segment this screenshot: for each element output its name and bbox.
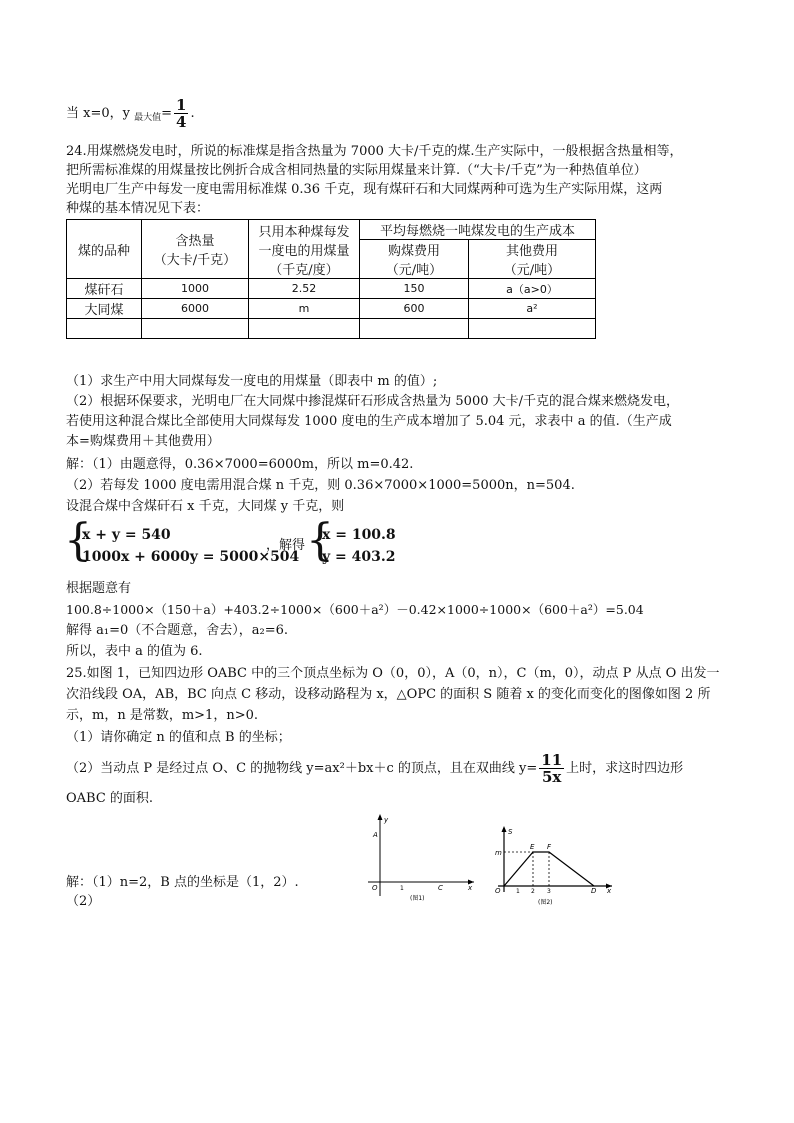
q24-sub-2a: （2）根据环保要求，光明电厂在大同煤中掺混煤矸石形成含热量为 5000 大卡/千克的混合煤来燃烧发电， — [66, 394, 680, 409]
q24-sub-1: （1）求生产中用大同煤每发一度电的用煤量（即表中 m 的值）; — [66, 374, 438, 389]
q25-sub-1: （1）请你确定 n 的值和点 B 的坐标； — [66, 730, 291, 745]
q25-para-3: 示，m，n 是常数，m>1，n>0. — [66, 708, 258, 723]
q24-ans-4: 根据题意有 — [66, 581, 132, 596]
q25-sub-2b: OABC 的面积. — [66, 791, 154, 806]
figure-1 — [360, 810, 480, 906]
label-a: A — [373, 831, 378, 839]
label-x: x — [607, 887, 612, 895]
q25-para-1: 25.如图 1，已知四边形 OABC 中的三个顶点坐标为 O（0，0），A（0，n），C（m，0），动点 P 从点 O 出发一 — [66, 666, 720, 681]
tick-2: 2 — [531, 888, 535, 895]
q24-para-1: 24.用煤燃烧发电时，所说的标准煤是指含热量为 7000 大卡/千克的煤.生产实际中，一般根据含热量相等， — [66, 144, 683, 159]
th-other: 其他费用 （元/吨） — [469, 240, 596, 279]
q25-ans-1: 解：（1）n=2，B 点的坐标是（1，2）. — [66, 875, 299, 890]
figure-2 — [488, 822, 618, 908]
table-row: 煤矸石 1000 2.52 150 a（a>0） — [67, 279, 596, 299]
label-d: D — [591, 887, 597, 895]
q24-para-2: 把所需标准煤的用煤量按比例折合成含相同热量的实际用煤量来计算.（“大卡/千克”为一种热值单位） — [66, 163, 647, 178]
label-one: 1 — [400, 885, 404, 892]
table-row-empty — [67, 319, 596, 339]
left-brace: { — [64, 515, 92, 566]
th-heat: 含热量 （大卡/千克） — [142, 220, 249, 279]
label-f: F — [547, 843, 552, 851]
th-buy: 购煤费用 （元/吨） — [360, 240, 469, 279]
q25-para-2: 次沿线段 OA，AB，BC 向点 C 移动，设移动路程为 x，△OPC 的面积 S 随着 x 的变化而变化的图像如图 2 所 — [66, 687, 711, 702]
label-c: C — [438, 884, 443, 892]
q25-ans-2: （2） — [66, 894, 101, 909]
table-row: 大同煤 6000 m 600 a² — [67, 299, 596, 319]
q24-ans-7: 所以，表中 a 的值为 6. — [66, 644, 203, 659]
q24-sub-2b: 若使用这种混合煤比全部使用大同煤每发 1000 度电的生产成本增加了 5.04 元，求表中 a 的值.（生产成 — [66, 414, 672, 429]
max-value-line: 当 x=0，y $_{最大值}$= $\frac{1}{4}$ . — [66, 96, 195, 131]
tick-3: 3 — [547, 888, 551, 895]
label-x: x — [468, 884, 473, 892]
q25-sub-2: （2）当动点 P 是经过点 O、C 的抛物线 y=ax²＋bx＋c 的顶点，且在双曲线 y= $\frac{11}{5x}$ 上时，求这时四边形 — [66, 751, 684, 786]
q24-ans-6: 解得 a₁=0（不合题意，舍去），a₂=6. — [66, 623, 289, 638]
solve-word: ，解得 — [266, 538, 306, 553]
solution-system: x = 100.8 y = 403.2 — [322, 527, 396, 565]
label-e: E — [530, 843, 535, 851]
label-s: S — [508, 828, 513, 836]
th-cost: 平均每燃烧一吨煤发电的生产成本 — [360, 220, 596, 240]
fraction-11-over-5x: $\frac{11}{5x}$ — [541, 751, 563, 786]
max-subscript: 最大值 — [134, 113, 162, 123]
label-o: O — [372, 884, 378, 892]
q24-ans-2: （2）若每发 1000 度电需用混合煤 n 千克，则 0.36×7000×1000=5000n，n=504. — [66, 478, 575, 493]
s-arrow — [502, 826, 507, 832]
q24-para-4: 种煤的基本情况见下表： — [66, 201, 210, 216]
q24-ans-5: 100.8÷1000×（150＋a）+403.2÷1000×（600＋a²）－0.42×1000÷1000×（600＋a²）=5.04 — [66, 602, 644, 617]
right-brace: { — [306, 515, 334, 566]
th-kind: 煤的品种 — [67, 220, 142, 279]
coal-table — [66, 219, 596, 339]
th-usage: 只用本种煤每发 一度电的用煤量 （千克/度） — [249, 220, 360, 279]
fraction-one-quarter: $\frac{1}{4}$ — [176, 96, 187, 131]
caption-fig1: (图1) — [410, 895, 425, 902]
label-y: y — [384, 816, 389, 824]
q24-ans-3: 设混合煤中含煤矸石 x 千克，大同煤 y 千克，则 — [66, 499, 345, 514]
q24-sub-2c: 本=购煤费用＋其他费用） — [66, 434, 220, 449]
label-m: m — [495, 849, 502, 857]
equation-system: x + y = 540 1000x + 6000y = 5000×504 — [82, 527, 300, 565]
caption-fig2: (图2) — [538, 899, 553, 906]
q24-para-3: 光明电厂生产中每发一度电需用标准煤 0.36 千克，现有煤矸石和大同煤两种可选为生产实际用煤，这两 — [66, 182, 663, 197]
y-arrow — [378, 814, 383, 820]
tick-1: 1 — [516, 888, 520, 895]
label-o: O — [495, 887, 501, 895]
q24-ans-1: 解：（1）由题意得，0.36×7000=6000m，所以 m=0.42. — [66, 457, 414, 472]
